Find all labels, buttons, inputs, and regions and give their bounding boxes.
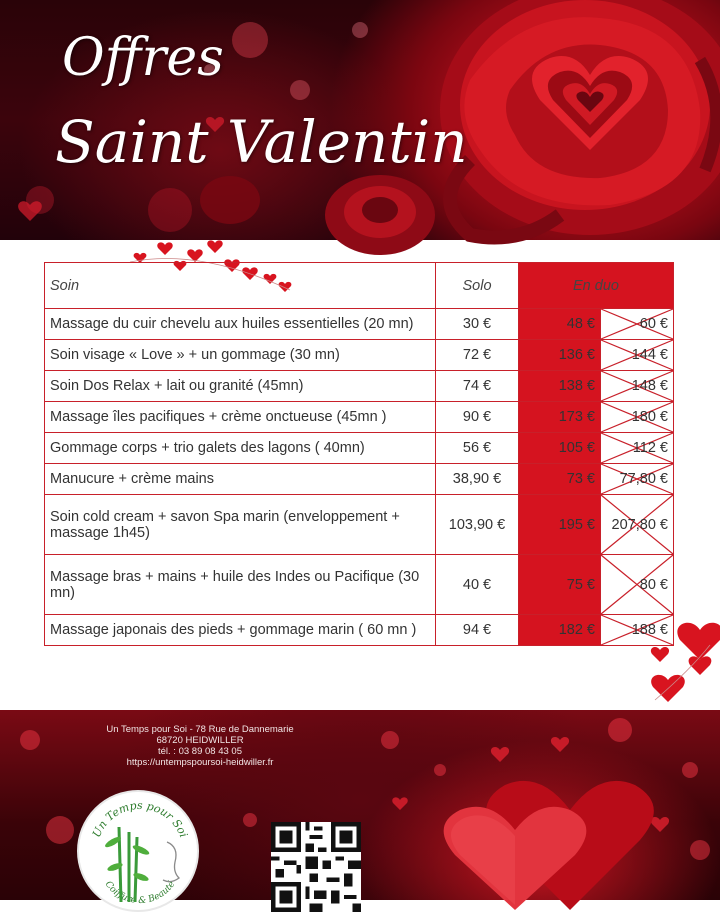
old-duo-price — [601, 340, 674, 371]
treatment-name: Massage du cuir chevelu aux huiles essentielles (20 mn) — [45, 309, 436, 340]
table-row — [45, 433, 674, 464]
old-price-text: 60 € — [639, 316, 668, 332]
old-price-text: 148 € — [631, 378, 668, 394]
old-duo-price — [601, 309, 674, 340]
treatment-name: Massage japonais des pieds + gommage marin ( 60 mn ) — [45, 615, 436, 646]
old-price-text: 112 € — [632, 440, 668, 456]
duo-price: 195 € — [519, 495, 601, 555]
address-line-1: Un Temps pour Soi - 78 Rue de Dannemarie — [106, 724, 294, 735]
old-price-text: 207,80 € — [611, 516, 668, 533]
solo-price: 56 € — [436, 433, 519, 464]
treatment-name: Soin cold cream + savon Spa marin (enveloppement + massage 1h45) — [45, 495, 436, 555]
solo-price: 72 € — [436, 340, 519, 371]
price-table-container — [44, 262, 673, 646]
header-banner — [0, 0, 720, 240]
logo-text-top: Un Temps pour Soi — [89, 798, 191, 840]
website-link[interactable]: https://untempspoursoi-heidwiller.fr — [126, 757, 274, 768]
table-row — [45, 402, 674, 433]
table-row — [45, 340, 674, 371]
treatment-name: Soin visage « Love » + un gommage (30 mn) — [45, 340, 436, 371]
logo-text-bottom: Coiffure & Beauté — [102, 879, 178, 907]
solo-price: 74 € — [436, 371, 519, 402]
duo-price: 73 € — [519, 464, 601, 495]
svg-text:Coiffure & Beauté — [103, 879, 178, 907]
old-price-text: 188 € — [631, 622, 668, 638]
duo-price: 173 € — [519, 402, 601, 433]
solo-price: 94 € — [436, 615, 519, 646]
address-block — [80, 724, 320, 768]
qr-code[interactable] — [271, 822, 361, 912]
old-duo-price — [601, 464, 674, 495]
svg-text:Un Temps pour Soi — [90, 799, 190, 839]
old-price-text: 80 € — [639, 576, 668, 593]
old-duo-price — [601, 615, 674, 646]
address-line-2: 68720 HEIDWILLER — [156, 735, 244, 746]
old-duo-price — [601, 371, 674, 402]
header-soin: Soin — [45, 263, 436, 309]
old-duo-price — [601, 433, 674, 464]
table-row — [45, 309, 674, 340]
solo-price: 40 € — [436, 555, 519, 615]
price-table — [44, 262, 674, 646]
solo-price: 38,90 € — [436, 464, 519, 495]
old-duo-price — [601, 555, 674, 615]
table-row — [45, 371, 674, 402]
treatment-name: Massage bras + mains + huile des Indes ou Pacifique (30 mn) — [45, 555, 436, 615]
footer-banner — [0, 710, 720, 907]
solo-price: 90 € — [436, 402, 519, 433]
table-header-row — [45, 263, 674, 309]
header-duo: En duo — [519, 263, 674, 309]
table-row — [45, 615, 674, 646]
table-row — [45, 555, 674, 615]
duo-price: 48 € — [519, 309, 601, 340]
duo-price: 138 € — [519, 371, 601, 402]
heart-icon — [420, 770, 660, 910]
title-line-1: Offres — [62, 28, 224, 88]
bamboo-logo — [77, 790, 199, 912]
old-price-text: 144 € — [631, 347, 668, 363]
old-duo-price — [601, 495, 674, 555]
solo-price: 30 € — [436, 309, 519, 340]
phone-number: tél. : 03 89 08 43 05 — [158, 746, 242, 757]
treatment-name: Soin Dos Relax + lait ou granité (45mn) — [45, 371, 436, 402]
table-row — [45, 495, 674, 555]
treatment-name: Massage îles pacifiques + crème onctueuse (45mn ) — [45, 402, 436, 433]
old-duo-price — [601, 402, 674, 433]
treatment-name: Gommage corps + trio galets des lagons ( 40mn) — [45, 433, 436, 464]
table-row — [45, 464, 674, 495]
duo-price: 105 € — [519, 433, 601, 464]
header-solo: Solo — [436, 263, 519, 309]
duo-price: 75 € — [519, 555, 601, 615]
old-price-text: 77,80 € — [619, 471, 668, 487]
treatment-name: Manucure + crème mains — [45, 464, 436, 495]
solo-price: 103,90 € — [436, 495, 519, 555]
duo-price: 182 € — [519, 615, 601, 646]
title-line-2: Saint Valentin — [55, 108, 468, 176]
duo-price: 136 € — [519, 340, 601, 371]
old-price-text: 180 € — [631, 409, 668, 425]
